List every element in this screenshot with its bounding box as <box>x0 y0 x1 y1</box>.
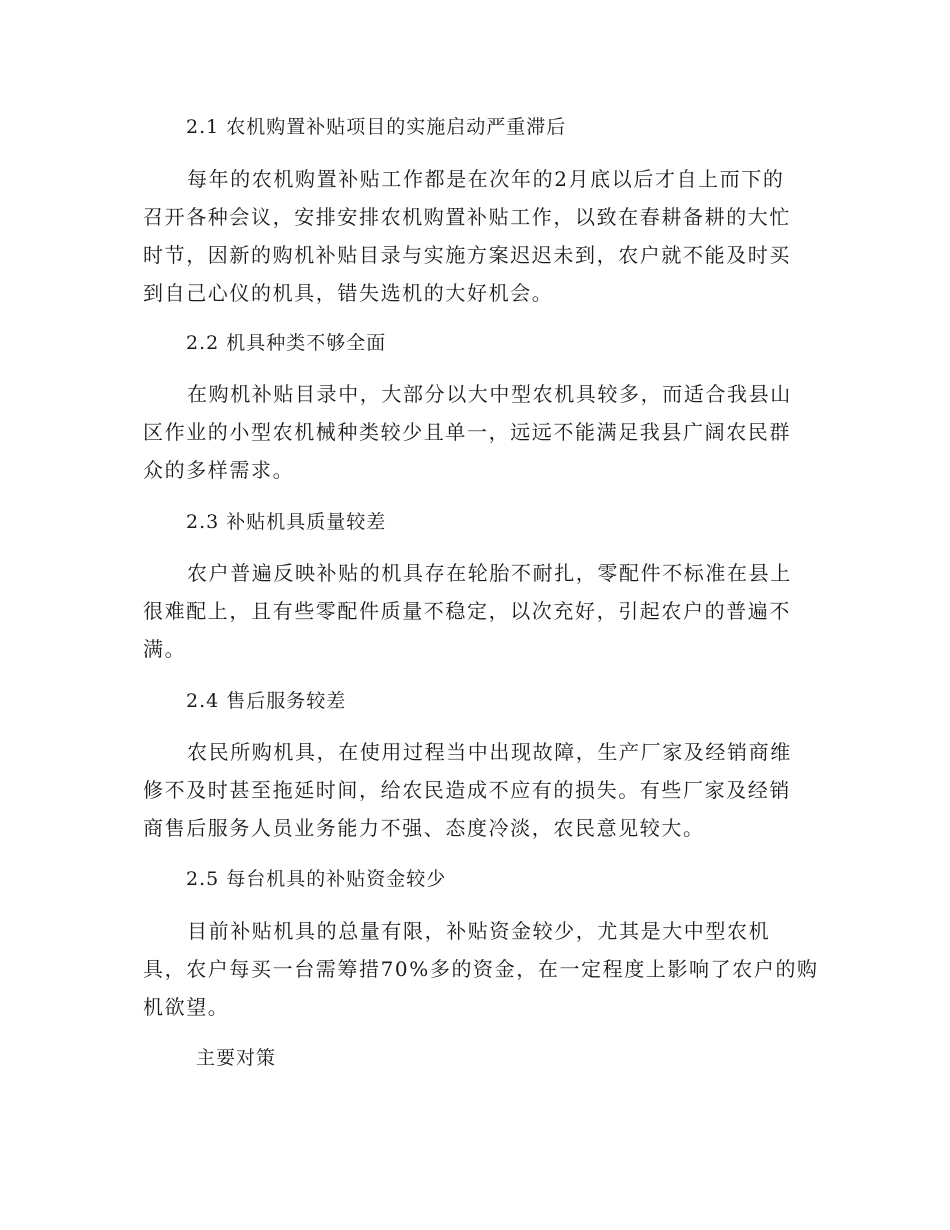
paragraph-line: 机欲望。 <box>143 995 230 1019</box>
paragraph-line: 商售后服务人员业务能力不强、态度冷淡，农民意见较大。 <box>143 816 705 840</box>
section-paragraph-2-3 <box>143 554 813 668</box>
paragraph-line: 修不及时甚至拖延时间，给农民造成不应有的损失。有些厂家及经销 <box>143 778 791 802</box>
section-heading-2-2: 2.2 机具种类不够全面 <box>186 332 387 354</box>
paragraph-line: 在购机补贴目录中，大部分以大中型农机具较多，而适合我县山 <box>187 382 792 406</box>
main-countermeasures-heading: 主要对策 <box>196 1047 277 1069</box>
section-heading-2-5: 2.5 每台机具的补贴资金较少 <box>186 868 447 890</box>
section-paragraph-2-2 <box>143 375 813 489</box>
paragraph-line: 区作业的小型农机械种类较少且单一，远远不能满足我县广阔农民群 <box>143 420 791 444</box>
paragraph-line: 很难配上，且有些零配件质量不稳定，以次充好，引起农户的普遍不 <box>143 599 791 623</box>
paragraph-line: 召开各种会议，安排安排农机购置补贴工作，以致在春耕备耕的大忙 <box>143 205 791 229</box>
section-paragraph-2-5 <box>143 912 819 1026</box>
paragraph-line: 众的多样需求。 <box>143 458 295 482</box>
paragraph-line: 农户普遍反映补贴的机具存在轮胎不耐扎，零配件不标准在县上 <box>187 561 792 585</box>
paragraph-line: 每年的农机购置补贴工作都是在次年的2月底以后才自上而下的 <box>187 167 785 191</box>
section-paragraph-2-4 <box>143 733 813 847</box>
section-heading-2-1: 2.1 农机购置补贴项目的实施启动严重滞后 <box>186 116 567 138</box>
paragraph-line: 具，农户每买一台需筹措70%多的资金，在一定程度上影响了农户的购 <box>143 957 819 981</box>
paragraph-line: 目前补贴机具的总量有限，补贴资金较少，尤其是大中型农机 <box>187 919 771 943</box>
paragraph-line: 到自己心仪的机具，错失选机的大好机会。 <box>143 281 554 305</box>
paragraph-line: 满。 <box>143 637 187 661</box>
paragraph-line: 农民所购机具，在使用过程当中出现故障，生产厂家及经销商维 <box>187 740 792 764</box>
section-paragraph-2-1 <box>143 160 813 312</box>
section-heading-2-4: 2.4 售后服务较差 <box>186 690 347 712</box>
paragraph-line: 时节，因新的购机补贴目录与实施方案迟迟未到，农户就不能及时买 <box>143 243 791 267</box>
section-heading-2-3: 2.3 补贴机具质量较差 <box>186 511 387 533</box>
